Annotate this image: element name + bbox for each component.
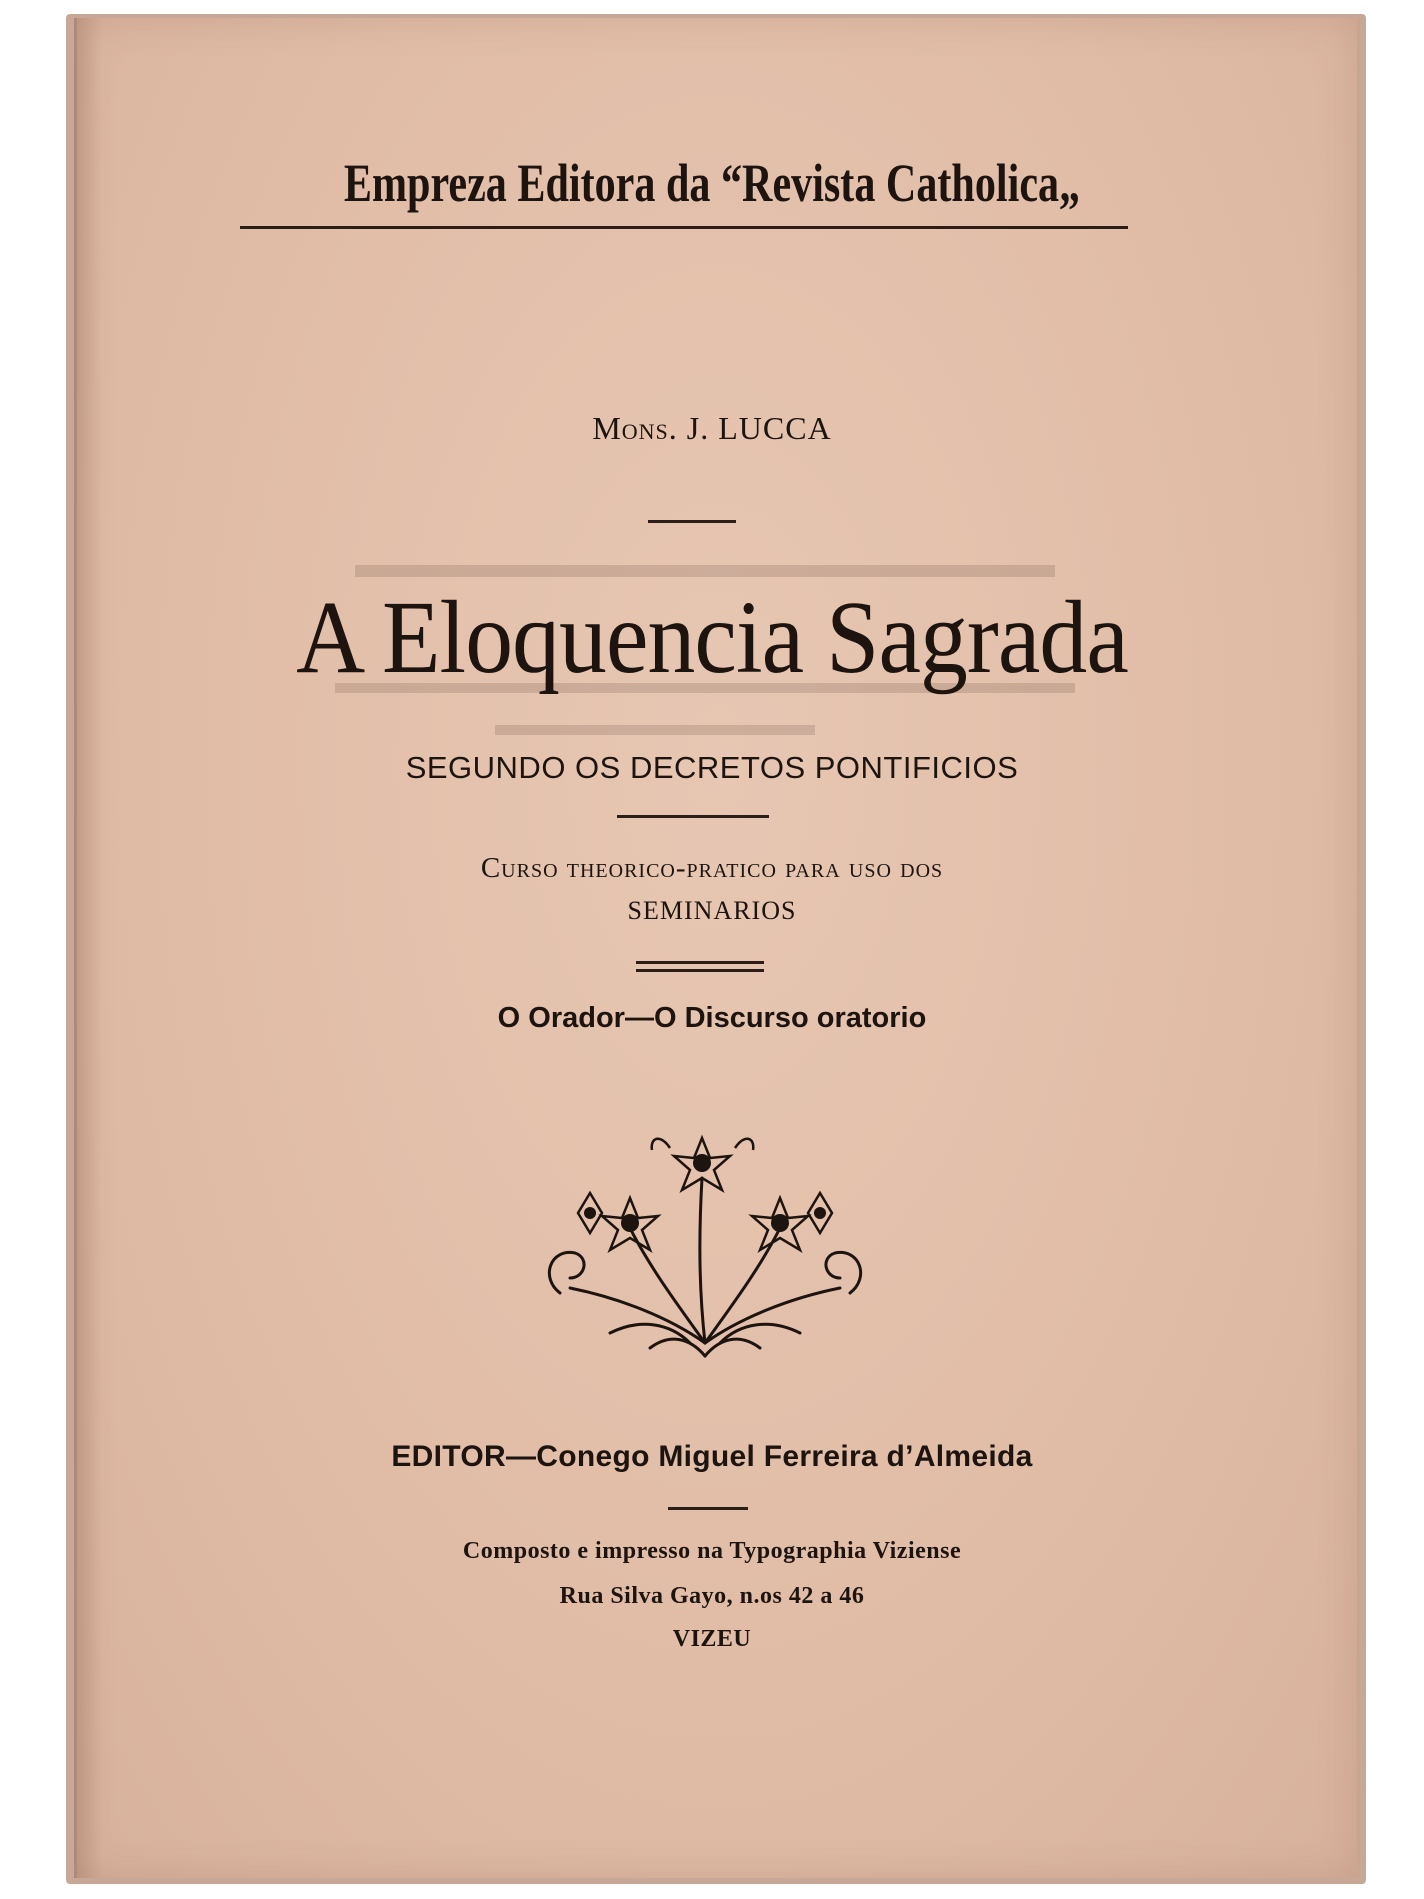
floral-ornament-icon (530, 1118, 880, 1358)
subtitle-rule (617, 815, 769, 818)
top-rule (240, 226, 1128, 229)
double-rule-bottom (636, 969, 764, 972)
book-title: A Eloquencia Sagrada (296, 580, 1128, 695)
editor-rule (668, 1507, 748, 1510)
double-rule-top (636, 961, 764, 964)
imprint-city: VIZEU (672, 1626, 752, 1652)
imprint-address: Rua Silva Gayo, n.os 42 a 46 (559, 1583, 865, 1609)
author-name: Mons. J. LUCCA (592, 410, 832, 446)
editor-line: EDITOR—Conego Miguel Ferreira d’Almeida (391, 1440, 1033, 1473)
publisher-heading: Empreza Editora da “Revista Catholica„ (343, 153, 1081, 213)
course-description-line-2: SEMINARIOS (627, 896, 797, 925)
imprint-printer: Composto e impresso na Typographia Viziense (462, 1538, 962, 1564)
book-subtitle: SEGUNDO OS DECRETOS PONTIFICIOS (405, 750, 1019, 785)
author-rule (648, 520, 736, 523)
course-description-line-1: Curso theorico-pratico para uso dos (480, 852, 944, 884)
sections-line: O Orador—O Discurso oratorio (497, 1002, 927, 1034)
